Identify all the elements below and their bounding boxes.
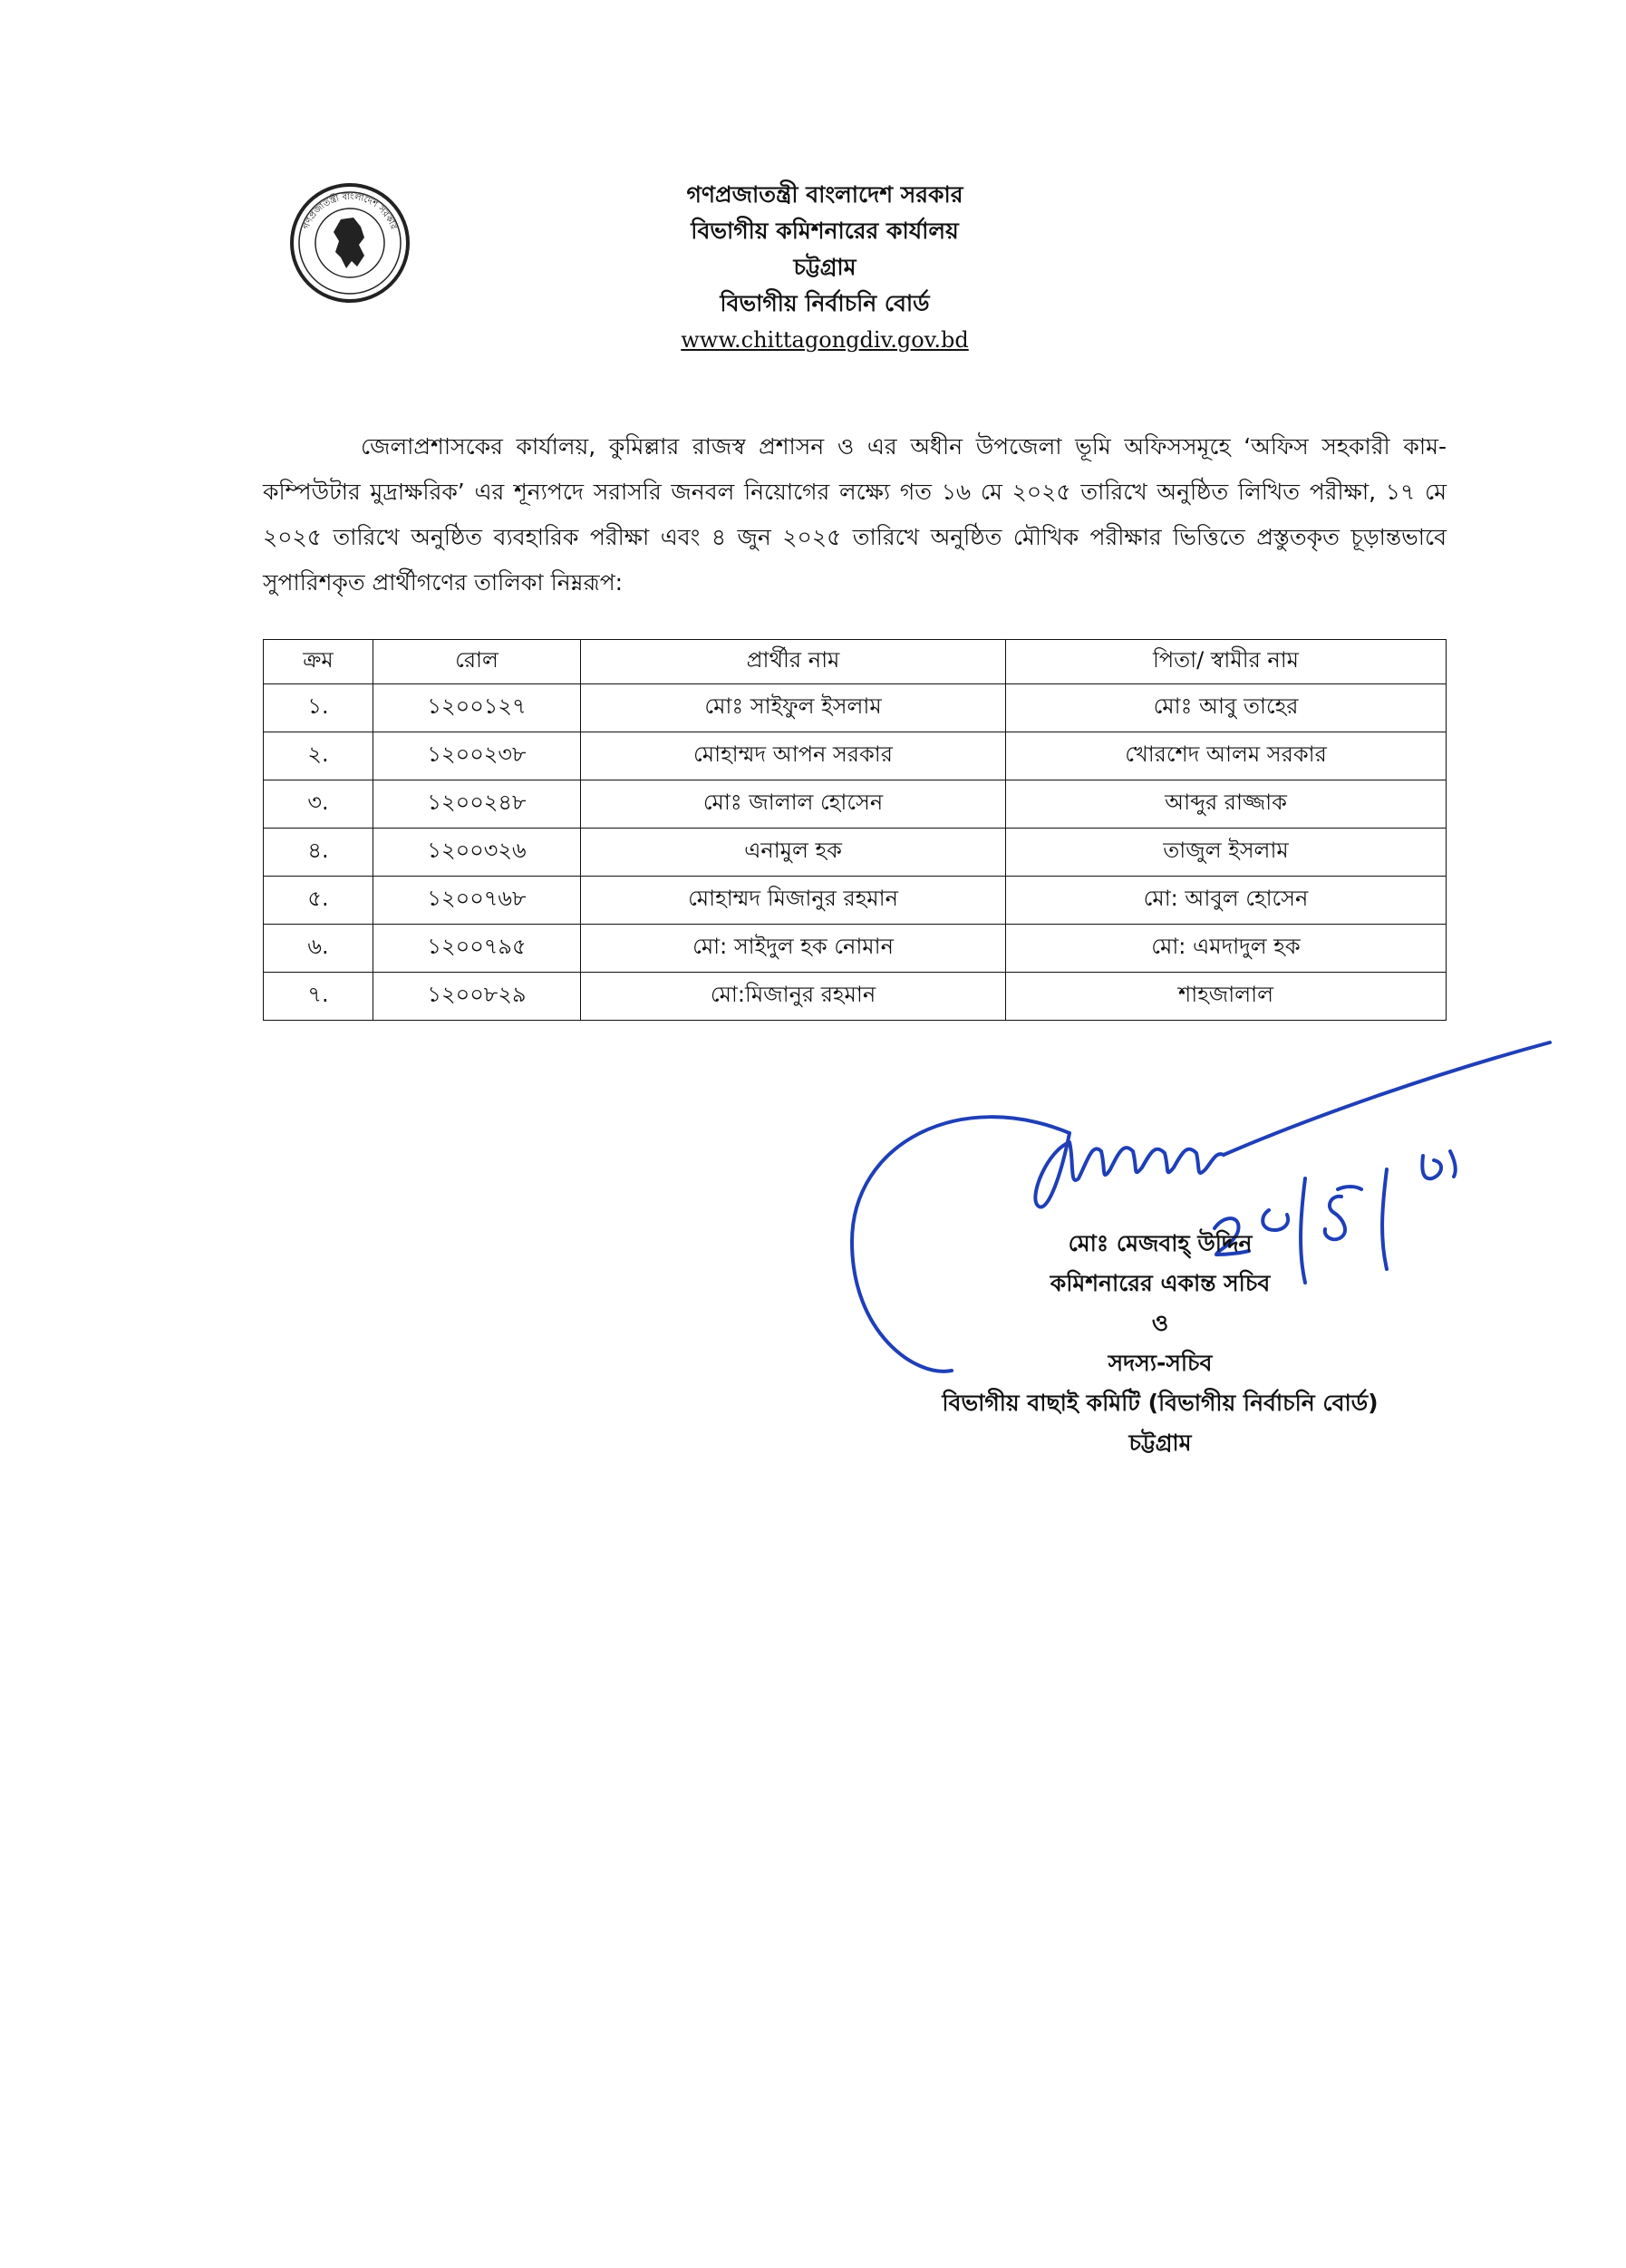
table-row xyxy=(264,973,1447,1021)
cell-father-name: খোরশেদ আলম সরকার xyxy=(1006,732,1447,780)
board-name: বিভাগীয় নির্বাচনি বোর্ড xyxy=(720,290,930,316)
table-row xyxy=(264,877,1447,925)
signatory-block xyxy=(843,1224,1477,1463)
cell-roll: ১২০০৮২৯ xyxy=(373,973,581,1021)
cell-serial: ৫. xyxy=(264,877,373,925)
office-name: বিভাগীয় কমিশনারের কার্যালয় xyxy=(691,218,959,244)
table-row xyxy=(264,829,1447,877)
cell-father-name: আব্দুর রাজ্জাক xyxy=(1006,780,1447,829)
table-header-row xyxy=(264,640,1447,684)
header-father-husband-name: পিতা/ স্বামীর নাম xyxy=(1006,640,1447,684)
cell-serial: ৭. xyxy=(264,973,373,1021)
govt-name: গণপ্রজাতন্ত্রী বাংলাদেশ সরকার xyxy=(686,181,963,208)
cell-roll: ১২০০৭৬৮ xyxy=(373,877,581,925)
header-roll: রোল xyxy=(373,640,581,684)
cell-candidate-name: এনামুল হক xyxy=(581,829,1006,877)
cell-serial: ১. xyxy=(264,684,373,732)
letterhead xyxy=(598,177,1051,358)
cell-roll: ১২০০১২৭ xyxy=(373,684,581,732)
candidates-table xyxy=(263,639,1447,1021)
cell-roll: ১২০০২৪৮ xyxy=(373,780,581,829)
government-seal-icon xyxy=(288,181,411,305)
cell-roll: ১২০০৩২৬ xyxy=(373,829,581,877)
cell-father-name: শাহজালাল xyxy=(1006,973,1447,1021)
cell-serial: ৪. xyxy=(264,829,373,877)
cell-roll: ১২০০২৩৮ xyxy=(373,732,581,780)
city-name: চট্টগ্রাম xyxy=(793,254,857,280)
website-link[interactable]: www.chittagongdiv.gov.bd xyxy=(681,327,969,353)
table-row xyxy=(264,732,1447,780)
table-row xyxy=(264,684,1447,732)
cell-serial: ২. xyxy=(264,732,373,780)
cell-father-name: তাজুল ইসলাম xyxy=(1006,829,1447,877)
notice-body: জেলাপ্রশাসকের কার্যালয়, কুমিল্লার রাজস্ব প্রশাসন ও এর অধীন উপজেলা ভূমি অফিসসমূহে ‘অফিস সহকারী কাম-কম্পিউটার মুদ্রাক্ষরিক’ এর শূন্যপদে সরাসরি জনবল নিয়োগের লক্ষ্যে গত ১৬ মে ২০২৫ তারিখে অনুষ্ঠিত লিখিত পরীক্ষা, ১৭ মে ২০২৫ তারিখে অনুষ্ঠিত ব্যবহারিক পরীক্ষা এবং ৪ জুন ২০২৫ তারিখে অনুষ্ঠিত মৌখিক পরীক্ষার ভিত্তিতে প্রস্তুতকৃত চূড়ান্তভাবে সুপারিশকৃত প্রার্থীগণের তালিকা নিম্নরূপ: xyxy=(263,433,1447,596)
cell-father-name: মোঃ আবু তাহের xyxy=(1006,684,1447,732)
table-row xyxy=(264,780,1447,829)
signatory-title: কমিশনারের একান্ত সচিব xyxy=(1050,1270,1271,1296)
cell-father-name: মো: এমদাদুল হক xyxy=(1006,925,1447,973)
cell-candidate-name: মোঃ জালাল হোসেন xyxy=(581,780,1006,829)
cell-candidate-name: মোঃ সাইফুল ইসলাম xyxy=(581,684,1006,732)
signatory-role: সদস্য-সচিব xyxy=(1108,1350,1213,1376)
cell-serial: ৬. xyxy=(264,925,373,973)
cell-candidate-name: মো: সাইদুল হক নোমান xyxy=(581,925,1006,973)
header-candidate-name: প্রার্থীর নাম xyxy=(581,640,1006,684)
cell-candidate-name: মোহাম্মদ আপন সরকার xyxy=(581,732,1006,780)
header-serial: ক্রম xyxy=(264,640,373,684)
seal-text: গণপ্রজাতন্ত্রী বাংলাদেশ সরকার xyxy=(301,191,399,231)
signatory-name: মোঃ মেজবাহ্ উদ্দিন xyxy=(1068,1230,1253,1256)
cell-candidate-name: মোহাম্মদ মিজানুর রহমান xyxy=(581,877,1006,925)
signatory-location: চট্টগ্রাম xyxy=(1128,1430,1192,1456)
cell-serial: ৩. xyxy=(264,780,373,829)
signatory-conjunction: ও xyxy=(1151,1310,1169,1336)
signatory-committee: বিভাগীয় বাছাই কমিটি (বিভাগীয় নির্বাচনি বোর্ড) xyxy=(942,1390,1379,1416)
cell-candidate-name: মো:মিজানুর রহমান xyxy=(581,973,1006,1021)
cell-roll: ১২০০৭৯৫ xyxy=(373,925,581,973)
table-row xyxy=(264,925,1447,973)
cell-father-name: মো: আবুল হোসেন xyxy=(1006,877,1447,925)
